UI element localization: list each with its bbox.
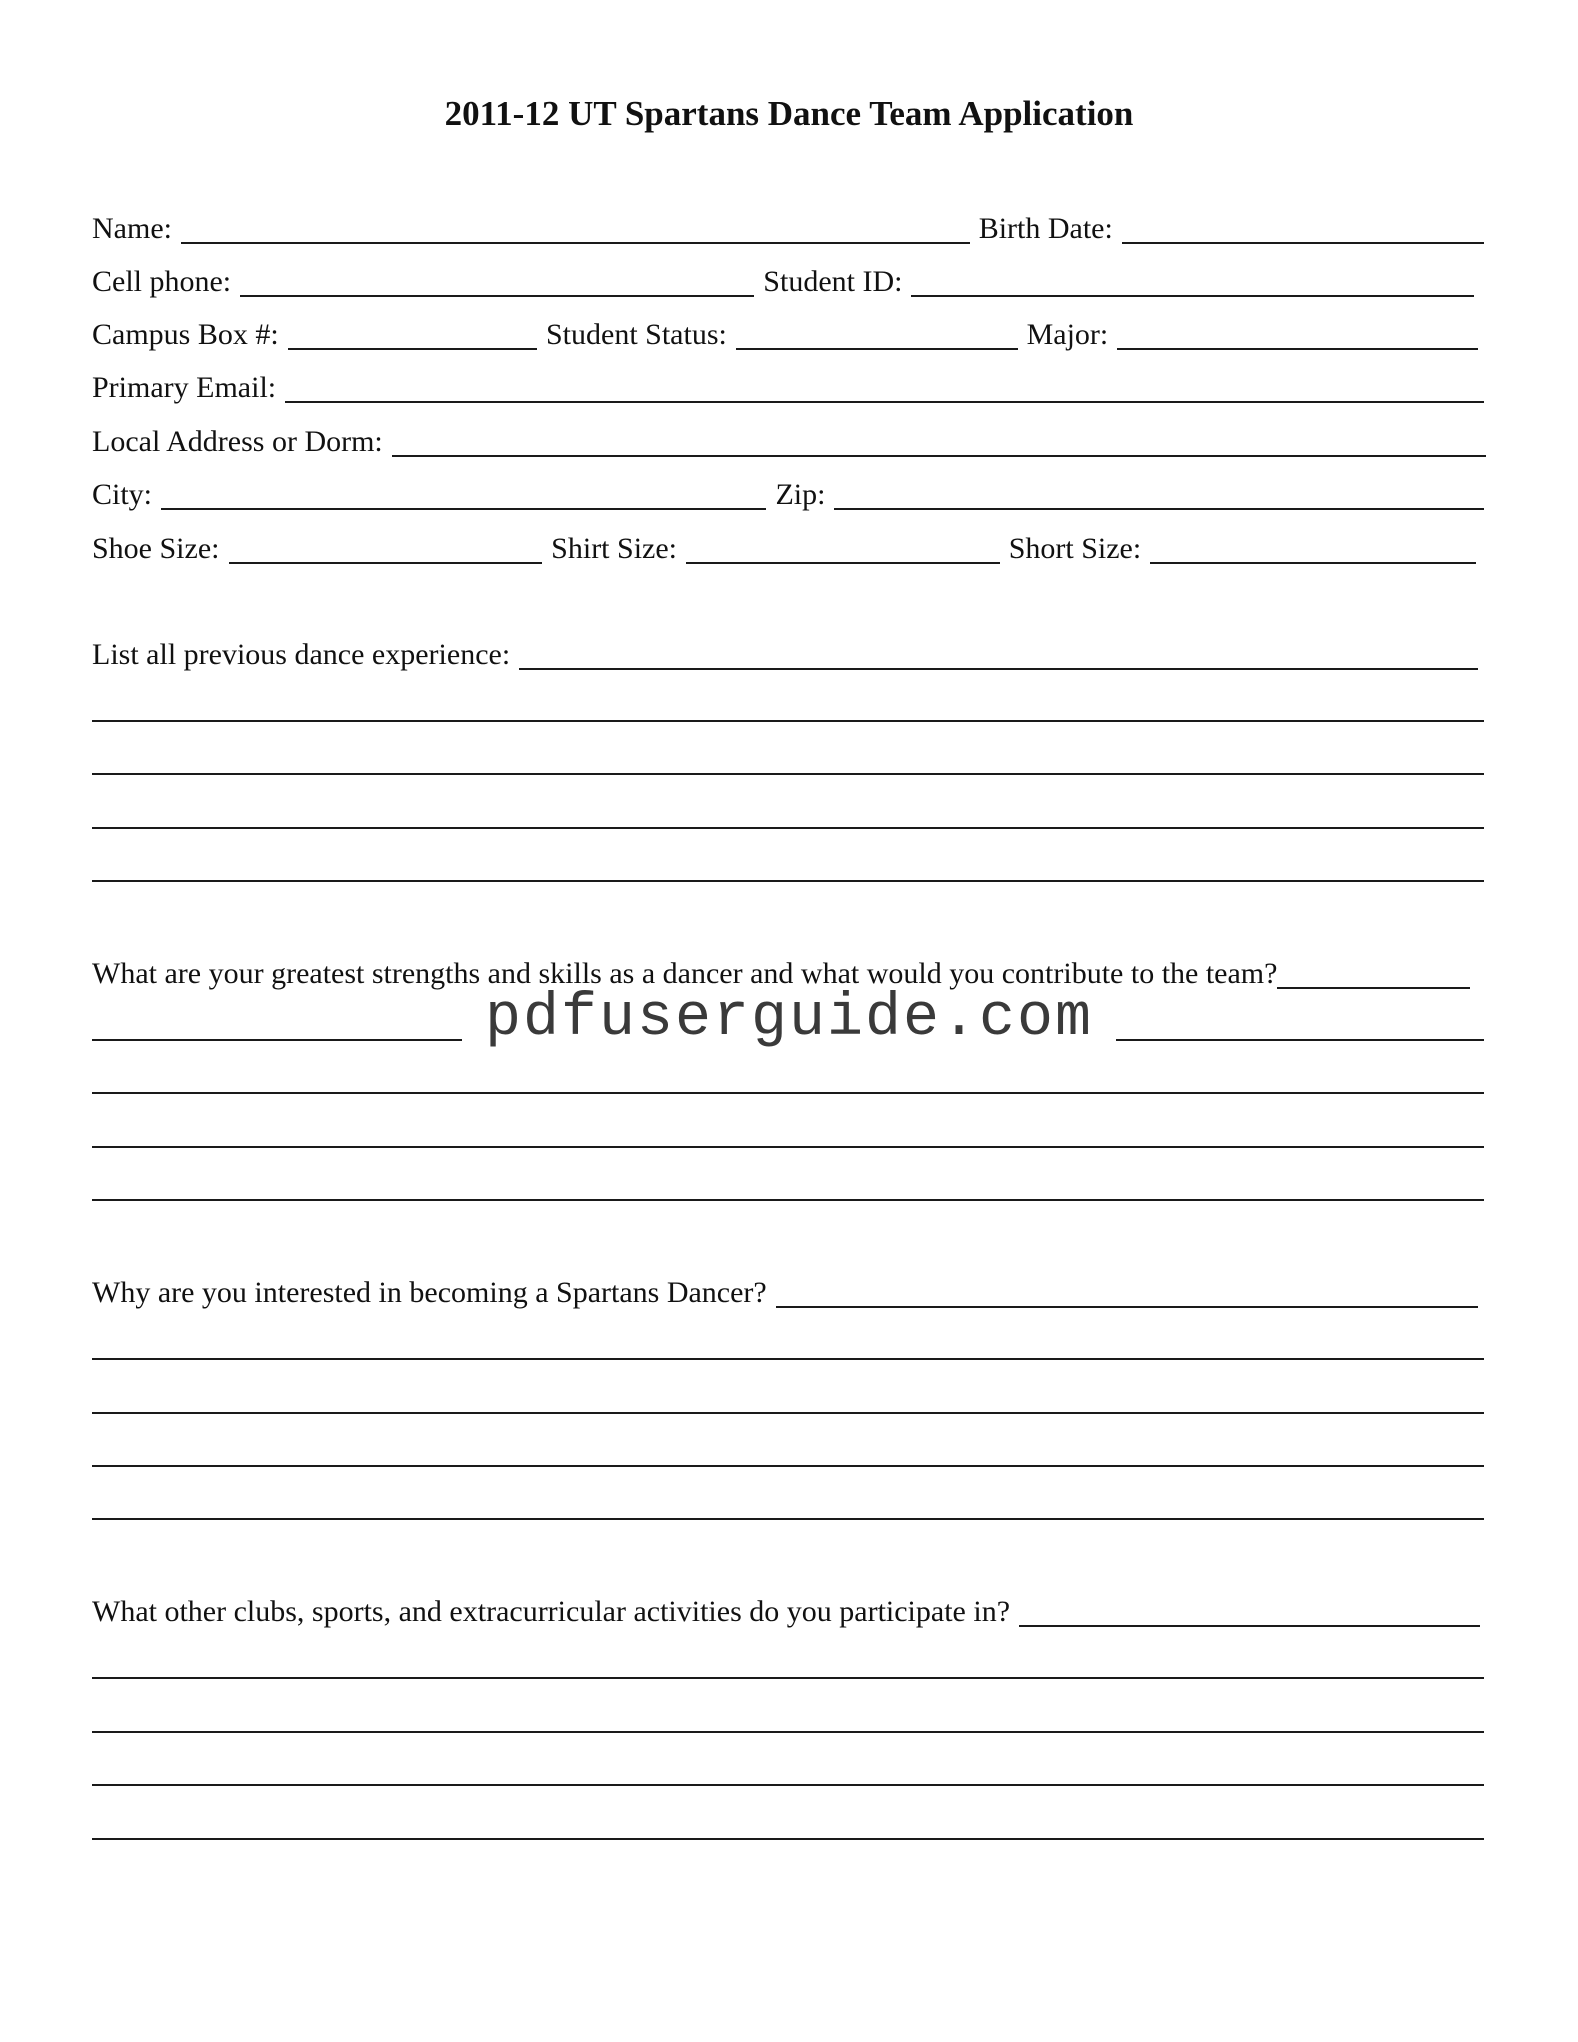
experience-label: List all previous dance experience: [92, 638, 511, 671]
local-address-label: Local Address or Dorm: [92, 425, 383, 458]
activities-label: What other clubs, sports, and extracurricular activities do you participate in? [92, 1595, 1011, 1628]
student-id-label: Student ID: [763, 265, 903, 298]
row-name-birthdate [92, 208, 1484, 247]
form-title: 2011-12 UT Spartans Dance Team Application [444, 94, 1134, 133]
activities-answer-line[interactable] [92, 1677, 1484, 1679]
experience-answer-line[interactable] [92, 773, 1484, 775]
experience-question [92, 634, 1478, 673]
row-email [92, 367, 1484, 406]
primary-email-field[interactable] [285, 367, 1484, 403]
shoe-size-label: Shoe Size: [92, 532, 220, 565]
row-address [92, 421, 1486, 460]
interest-label: Why are you interested in becoming a Spartans Dancer? [92, 1276, 767, 1309]
experience-answer-line[interactable] [92, 880, 1484, 882]
city-field[interactable] [161, 474, 766, 510]
strengths-field[interactable] [1277, 953, 1470, 989]
strengths-question [92, 953, 1470, 992]
activities-answer-line[interactable] [92, 1838, 1484, 1840]
row-city-zip [92, 474, 1484, 513]
strengths-answer-line[interactable] [92, 1199, 1484, 1201]
major-field[interactable] [1117, 314, 1478, 350]
major-label: Major: [1026, 318, 1109, 351]
activities-question [92, 1591, 1480, 1630]
interest-question [92, 1272, 1478, 1311]
activities-field[interactable] [1019, 1591, 1480, 1627]
shirt-size-label: Shirt Size: [551, 532, 678, 565]
interest-answer-line[interactable] [92, 1518, 1484, 1520]
interest-answer-line[interactable] [92, 1465, 1484, 1467]
strengths-answer-line[interactable] [92, 1092, 1484, 1094]
zip-field[interactable] [834, 474, 1484, 510]
shirt-size-field[interactable] [686, 528, 1000, 564]
activities-answer-line[interactable] [92, 1731, 1484, 1733]
birth-date-label: Birth Date: [978, 212, 1113, 245]
name-field[interactable] [181, 208, 970, 244]
city-label: City: [92, 478, 153, 511]
cell-phone-field[interactable] [240, 261, 754, 297]
experience-answer-line[interactable] [92, 827, 1484, 829]
interest-field[interactable] [776, 1272, 1478, 1308]
name-label: Name: [92, 212, 172, 245]
student-status-label: Student Status: [545, 318, 727, 351]
short-size-field[interactable] [1150, 528, 1476, 564]
watermark-backdrop [462, 1012, 1116, 1052]
row-sizes [92, 528, 1476, 567]
row-box-status-major [92, 314, 1478, 353]
interest-answer-line[interactable] [92, 1358, 1484, 1360]
interest-answer-line[interactable] [92, 1412, 1484, 1414]
strengths-answer-line[interactable] [92, 1146, 1484, 1148]
local-address-field[interactable] [392, 421, 1486, 457]
birth-date-field[interactable] [1122, 208, 1484, 244]
campus-box-field[interactable] [288, 314, 537, 350]
strengths-label: What are your greatest strengths and skills as a dancer and what would you contribute to the team? [92, 957, 1278, 990]
short-size-label: Short Size: [1008, 532, 1142, 565]
student-status-field[interactable] [736, 314, 1018, 350]
row-phone-id [92, 261, 1474, 300]
primary-email-label: Primary Email: [92, 371, 277, 404]
experience-field[interactable] [519, 634, 1478, 670]
experience-answer-line[interactable] [92, 720, 1484, 722]
cell-phone-label: Cell phone: [92, 265, 232, 298]
activities-answer-line[interactable] [92, 1784, 1484, 1786]
student-id-field[interactable] [911, 261, 1474, 297]
campus-box-label: Campus Box #: [92, 318, 279, 351]
watermark-text: pdfuserguide.com [484, 985, 1094, 1053]
shoe-size-field[interactable] [229, 528, 543, 564]
zip-label: Zip: [775, 478, 826, 511]
